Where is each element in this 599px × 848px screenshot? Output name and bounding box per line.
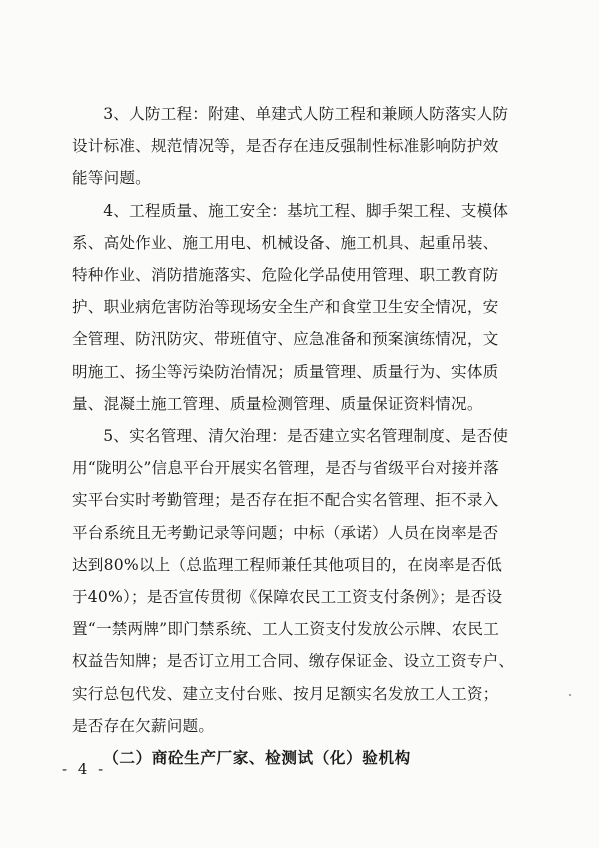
paragraph-realname-wages: [72, 420, 532, 742]
text-line: 达到80%以上（总监理工程师兼任其他项目的，在岗率是否低: [72, 555, 503, 574]
text-line: 于40%）；是否宣传贯彻《保障农民工工资支付条例》；是否设: [72, 588, 503, 607]
paragraph-civil-defense: [72, 98, 532, 195]
text-line: 权益告知牌；是否订立用工合同、缴存保证金、设立工资专户、: [72, 652, 515, 671]
page-number: - 4 -: [62, 760, 107, 778]
text-line: 4、工程质量、施工安全：基坑工程、脚手架工程、支模体: [103, 201, 509, 220]
text-line: 3、人防工程：附建、单建式人防工程和兼顾人防落实人防: [103, 105, 509, 123]
text-line: 能等问题。: [72, 169, 151, 188]
scan-speck: [569, 694, 571, 696]
text-line: 全管理、防汛防灾、带班值守、应急准备和预案演练情况，文: [72, 330, 499, 349]
text-line: 平台系统且无考勤记录等问题；中标（承诺）人员在岗率是否: [72, 523, 499, 542]
paragraph-quality-safety: [72, 195, 532, 420]
text-line: 特种作业、消防措施落实、危险化学品使用管理、职工教育防: [72, 266, 499, 285]
section-heading: （二）商砼生产厂家、检测试（化）验机构: [103, 748, 411, 768]
text-line: 量、混凝土施工管理、质量检测管理、质量保证资料情况。: [72, 394, 483, 413]
text-line: 置“一禁两牌”即门禁系统、工人工资支付发放公示牌、农民工: [72, 620, 499, 639]
text-line: 实平台实时考勤管理；是否存在拒不配合实名管理、拒不录入: [72, 491, 499, 510]
text-line: 5、实名管理、清欠治理：是否建立实名管理制度、是否使: [103, 427, 509, 446]
text-line: 护、职业病危害防治等现场安全生产和食堂卫生安全情况，安: [72, 298, 499, 317]
text-line: 系、高处作业、施工用电、机械设备、施工机具、起重吊装、: [72, 233, 499, 252]
text-line: 是否存在欠薪问题。: [72, 716, 215, 735]
text-line: 设计标准、规范情况等，是否存在违反强制性标准影响防护效: [72, 137, 499, 156]
document-body: [72, 98, 532, 774]
text-line: 实行总包代发、建立支付台账、按月足额实名发放工人工资；: [72, 684, 499, 703]
text-line: 用“陇明公”信息平台开展实名管理，是否与省级平台对接并落: [72, 459, 499, 478]
text-line: 明施工、扬尘等污染防治情况；质量管理、质量行为、实体质: [72, 362, 499, 381]
